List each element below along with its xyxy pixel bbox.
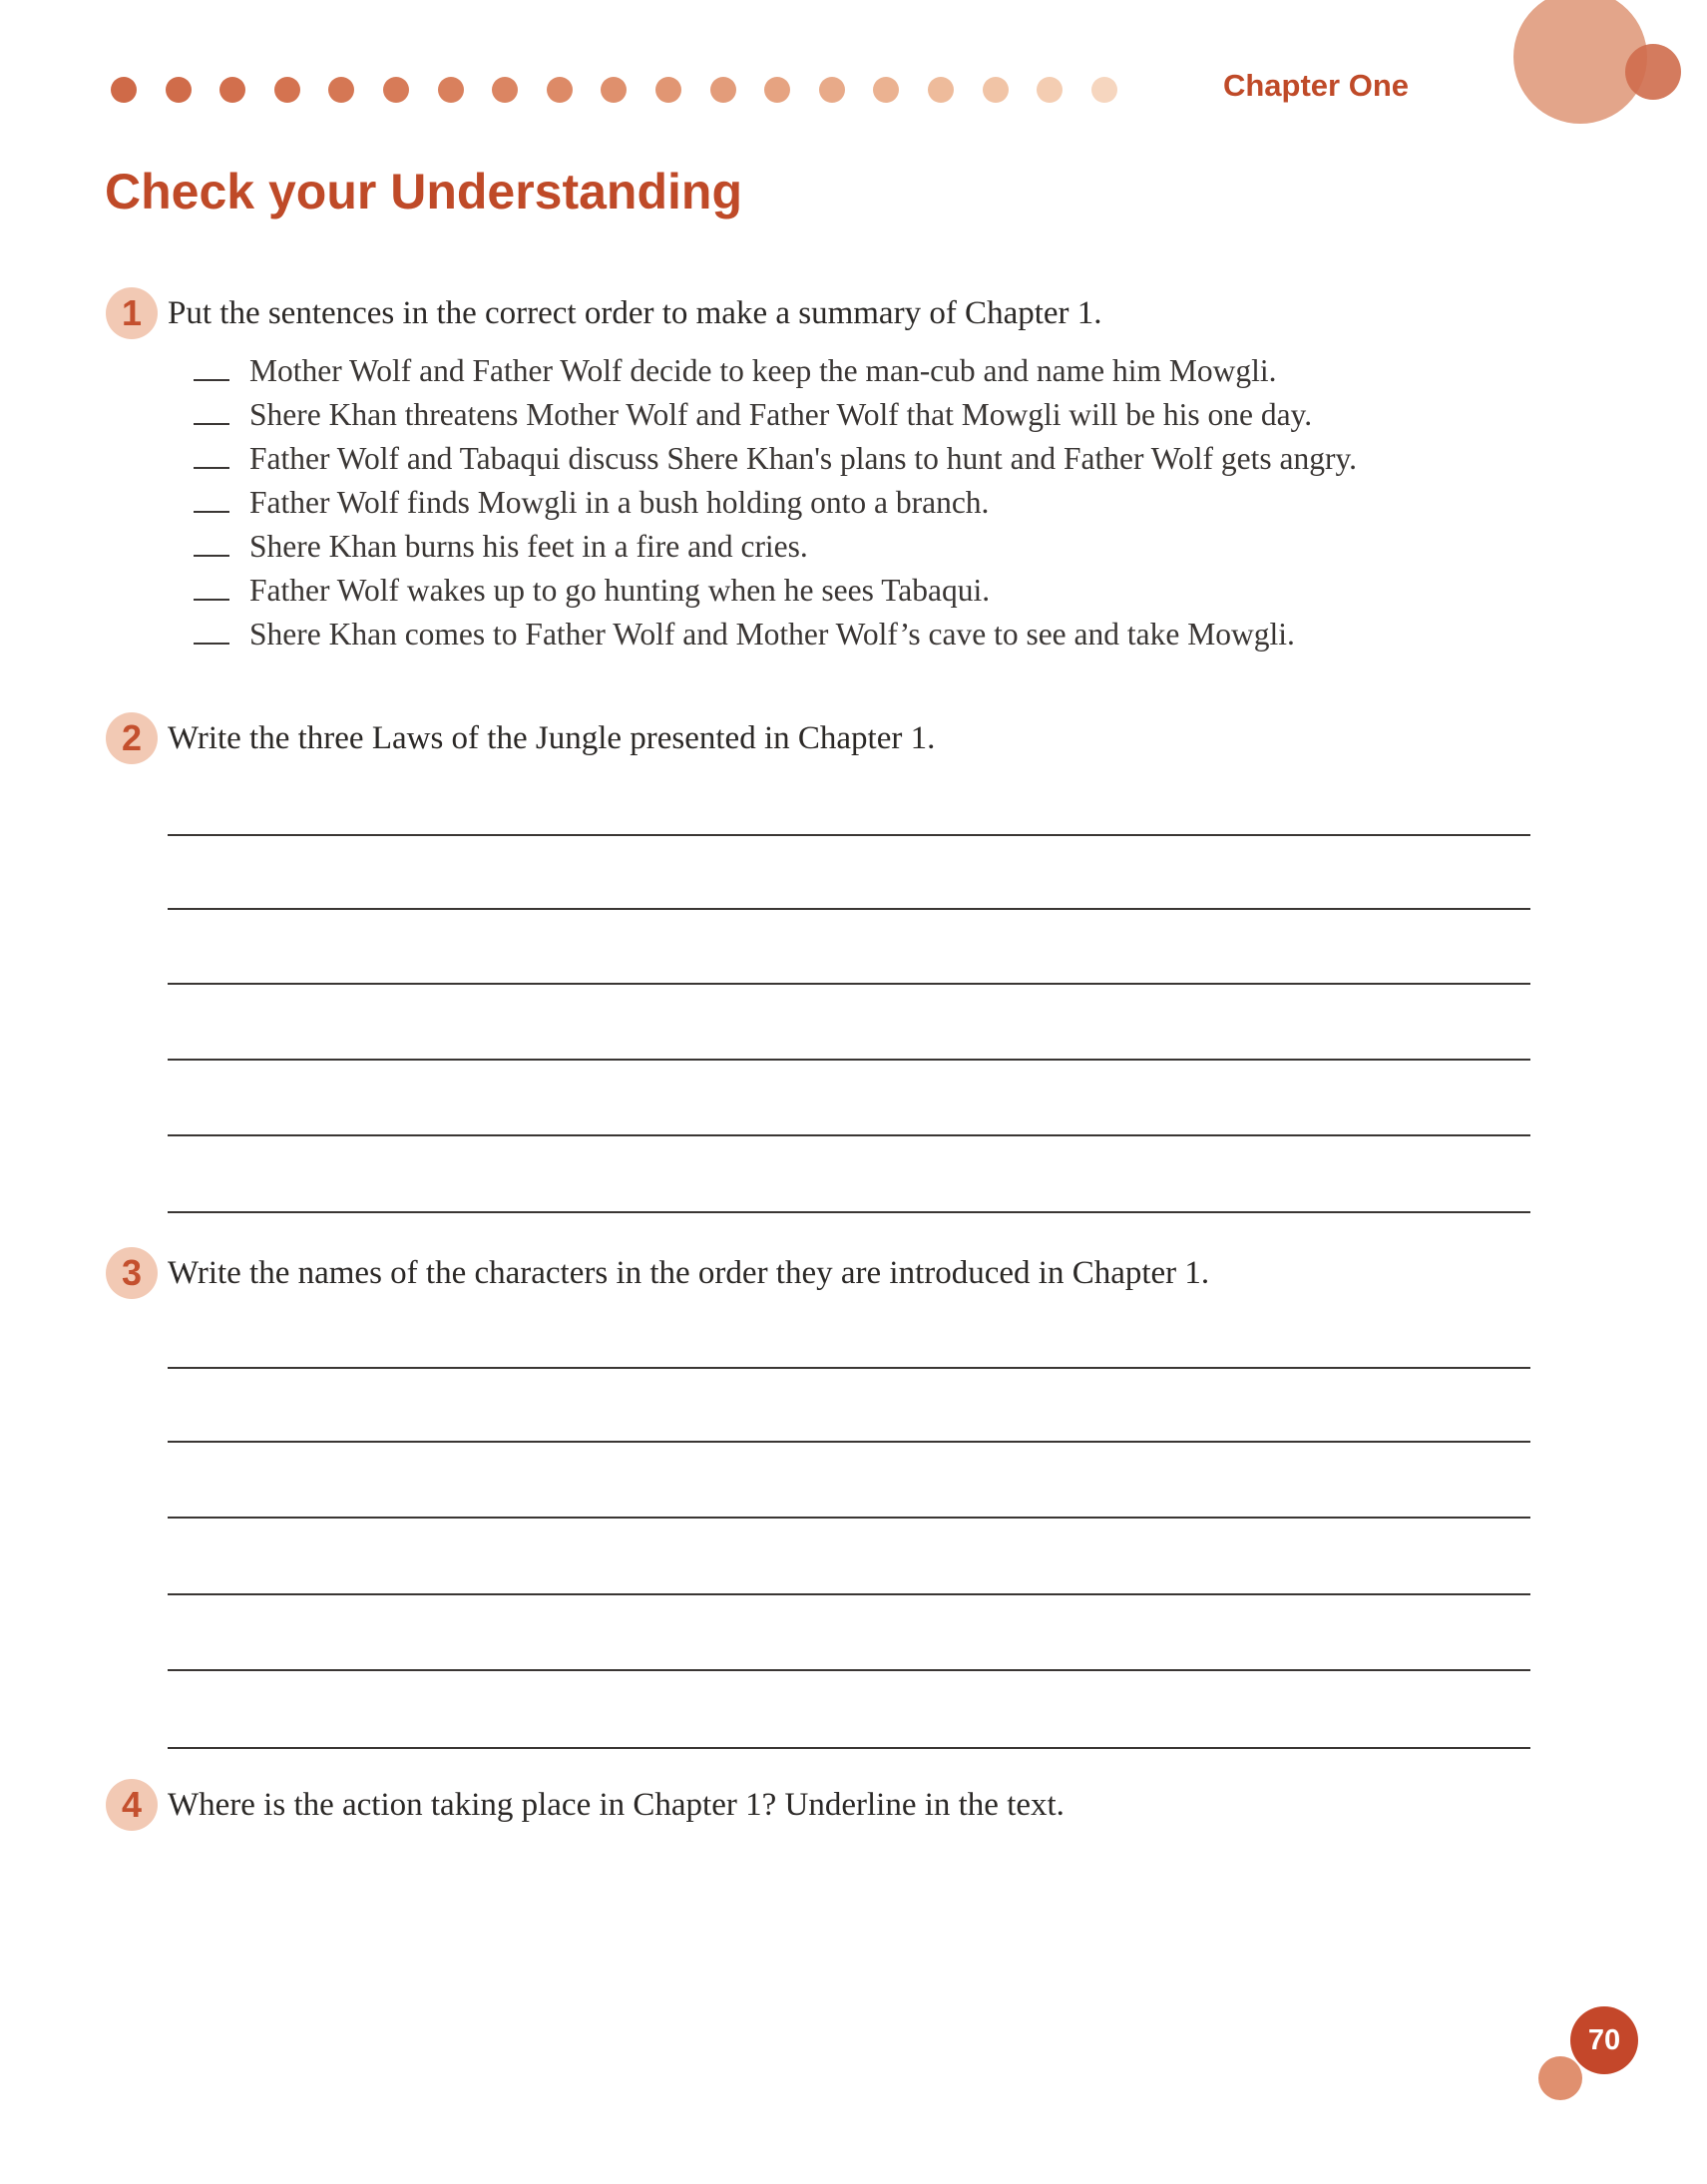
header-dot (328, 77, 354, 103)
page-title: Check your Understanding (105, 164, 742, 219)
header-dot (983, 77, 1009, 103)
header-dot (710, 77, 736, 103)
answer-line[interactable] (168, 1211, 1530, 1213)
header-dot (655, 77, 681, 103)
list-item: Shere Khan burns his feet in a fire and cries. (194, 525, 1357, 569)
header-dot (1037, 77, 1063, 103)
header-dot (492, 77, 518, 103)
answer-blank[interactable] (194, 613, 229, 645)
header-dot (928, 77, 954, 103)
question-4-number: 4 (106, 1779, 158, 1831)
header-dot (111, 77, 137, 103)
header-dot (274, 77, 300, 103)
answer-line[interactable] (168, 1593, 1530, 1595)
answer-line[interactable] (168, 1367, 1530, 1369)
answer-line[interactable] (168, 1669, 1530, 1671)
answer-line[interactable] (168, 834, 1530, 836)
answer-line[interactable] (168, 1517, 1530, 1519)
answer-line[interactable] (168, 983, 1530, 985)
question-2-number: 2 (106, 712, 158, 764)
answer-blank[interactable] (194, 349, 229, 381)
list-item: Father Wolf and Tabaqui discuss Shere Khan's plans to hunt and Father Wolf gets angry. (194, 437, 1357, 481)
answer-blank[interactable] (194, 393, 229, 425)
header-dot (547, 77, 573, 103)
header-dot (764, 77, 790, 103)
header-dot (819, 77, 845, 103)
question-1-number: 1 (106, 287, 158, 339)
answer-blank[interactable] (194, 481, 229, 513)
question-3-text: Write the names of the characters in the order they are introduced in Chapter 1. (168, 1255, 1210, 1291)
header-dot (873, 77, 899, 103)
question-1-sentence-list (194, 349, 1357, 656)
question-1-text: Put the sentences in the correct order to make a summary of Chapter 1. (168, 295, 1102, 331)
answer-blank[interactable] (194, 437, 229, 469)
question-2-text: Write the three Laws of the Jungle presented in Chapter 1. (168, 720, 936, 756)
header-dot (383, 77, 409, 103)
header-dot (1091, 77, 1117, 103)
header-dot (219, 77, 245, 103)
answer-line[interactable] (168, 1747, 1530, 1749)
question-4-text: Where is the action taking place in Chapter 1? Underline in the text. (168, 1787, 1065, 1823)
decorative-circle-small (1625, 44, 1681, 100)
answer-blank[interactable] (194, 569, 229, 601)
answer-line[interactable] (168, 1059, 1530, 1061)
list-item: Father Wolf finds Mowgli in a bush holding onto a branch. (194, 481, 1357, 525)
header-dot (166, 77, 192, 103)
list-item: Shere Khan threatens Mother Wolf and Father Wolf that Mowgli will be his one day. (194, 393, 1357, 437)
answer-line[interactable] (168, 1134, 1530, 1136)
list-item: Shere Khan comes to Father Wolf and Mother Wolf’s cave to see and take Mowgli. (194, 613, 1357, 656)
list-item: Mother Wolf and Father Wolf decide to keep the man-cub and name him Mowgli. (194, 349, 1357, 393)
chapter-label: Chapter One (1222, 68, 1409, 103)
page-number-decorative-dot (1538, 2056, 1582, 2100)
question-3-number: 3 (106, 1247, 158, 1299)
answer-blank[interactable] (194, 525, 229, 557)
page-number: 70 (1570, 2006, 1638, 2074)
answer-line[interactable] (168, 1441, 1530, 1443)
list-item: Father Wolf wakes up to go hunting when he sees Tabaqui. (194, 569, 1357, 613)
answer-line[interactable] (168, 908, 1530, 910)
header-dot (601, 77, 627, 103)
header-dot (438, 77, 464, 103)
